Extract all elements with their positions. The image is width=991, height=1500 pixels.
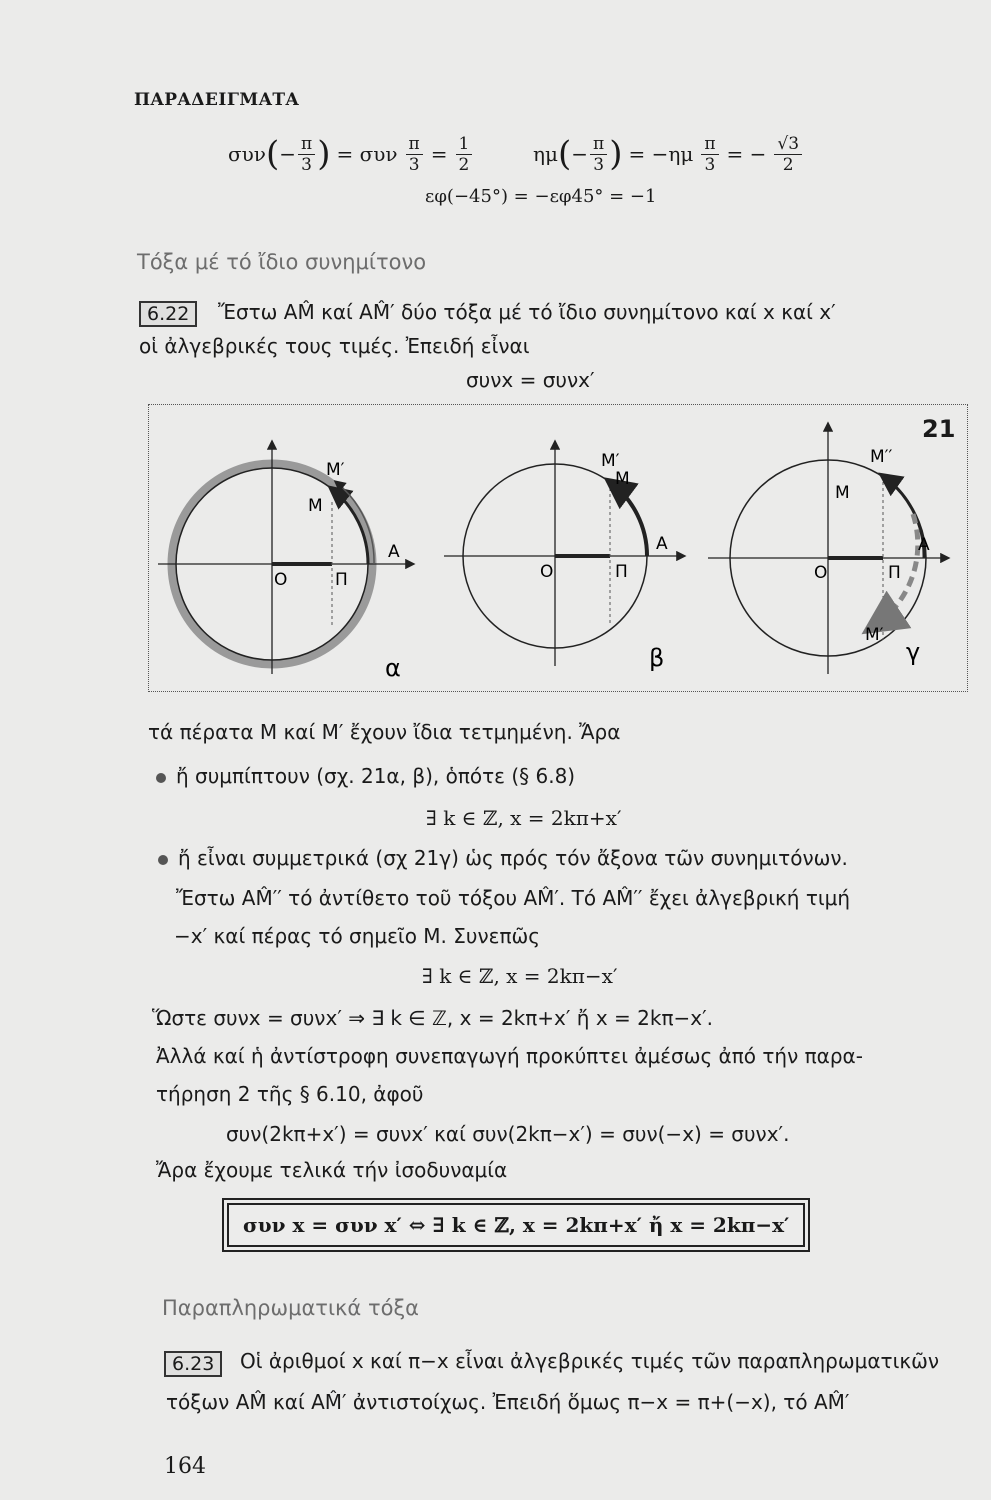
section-title: Παραπληρωματικά τόξα xyxy=(162,1296,419,1320)
label-O: O xyxy=(814,563,828,583)
tan-example: εφ(−45°) = −εφ45° = −1 xyxy=(425,186,657,207)
label-O: O xyxy=(274,570,288,590)
body-line: οἱ ἀλγεβρικές τους τιμές. Ἐπειδή εἶναι xyxy=(139,334,530,358)
bullet-text: ἤ εἶναι συμμετρικά (σχ 21γ) ὡς πρός τόν ἄξονα τῶν συνημιτόνων. xyxy=(178,846,848,870)
equals-sign: = − xyxy=(726,142,767,166)
sin-mid: = −ημ xyxy=(628,142,694,166)
sin-label: ημ xyxy=(533,142,558,166)
result-box-outer xyxy=(222,1198,810,1252)
label-P: Π xyxy=(888,563,901,583)
cos-label: συν xyxy=(228,142,266,166)
exercise-number: 6.22 xyxy=(139,301,197,327)
label-P: Π xyxy=(335,570,348,590)
label-M: M xyxy=(308,496,323,516)
body-line: τήρηση 2 τῆς § 6.10, ἀφοῦ xyxy=(156,1082,424,1106)
panel-gamma xyxy=(708,424,948,674)
paren-close: ) xyxy=(609,134,623,174)
paren-open: ( xyxy=(265,134,280,174)
panel-beta xyxy=(444,442,684,672)
fraction: $\frac{\pi}{3}$ xyxy=(590,134,607,175)
body-line: Ὥστε συνx = συνx′ ⇒ ∃ k ∈ ℤ, x = 2kπ+x′ ἤ x = 2kπ−x′. xyxy=(152,1006,713,1030)
equation: συν(2kπ+x′) = συνx′ καί συν(2kπ−x′) = συν(−x) = συνx′. xyxy=(226,1122,790,1146)
fraction: $\frac{√3}{2}$ xyxy=(774,134,802,175)
result-box: συν x = συν x′ ⇔ ∃ k ∈ ℤ, x = 2kπ+x′ ἤ x = 2kπ−x′ xyxy=(227,1203,805,1247)
trig-circle-figure xyxy=(148,404,966,690)
body-line: −x′ καί πέρας τό σημεῖο M. Συνεπῶς xyxy=(174,924,540,948)
fraction: $\frac{\pi}{3}$ xyxy=(406,134,423,175)
label-M: M xyxy=(835,483,850,503)
body-line: τά πέρατα M καί M′ ἔχουν ἴδια τετμημένη. Ἄρα xyxy=(148,720,621,744)
label-M-double-prime: M′′ xyxy=(870,447,893,467)
fraction: $\frac{\pi}{3}$ xyxy=(701,134,718,175)
equals-sign: = xyxy=(430,142,448,166)
bullet-item xyxy=(158,846,848,870)
panel-label-alpha: α xyxy=(385,654,401,682)
label-M: M xyxy=(615,469,630,489)
equation: συνx = συνx′ xyxy=(466,368,595,392)
minus-sign: − xyxy=(571,142,589,166)
label-M-prime: M′ xyxy=(865,625,884,645)
label-A: A xyxy=(656,534,668,554)
label-M-prime: M′ xyxy=(601,451,620,471)
minus-sign: − xyxy=(279,142,296,166)
label-P: Π xyxy=(615,562,628,582)
bullet-dot xyxy=(158,855,168,865)
panel-label-gamma: γ xyxy=(906,638,921,666)
sin-example xyxy=(533,128,804,180)
body-line: Ἔστω AM̂ καί AM̂′ δύο τόξα μέ τό ἴδιο συνημίτονο καί x καί x′ xyxy=(218,300,836,324)
panel-label-beta: β xyxy=(649,644,665,672)
paren-open: ( xyxy=(557,134,572,174)
section-title: Τόξα μέ τό ἴδιο συνημίτονο xyxy=(137,250,427,274)
panel-alpha xyxy=(158,442,413,682)
body-line: τόξων AM̂ καί AM̂′ ἀντιστοίχως. Ἐπειδή ὅμως π−x = π+(−x), τό AM̂′ xyxy=(166,1390,850,1414)
label-O: O xyxy=(540,562,554,582)
cos-example xyxy=(228,128,474,180)
equation: ∃ k ∈ ℤ, x = 2kπ+x′ xyxy=(426,806,622,830)
bullet-dot xyxy=(156,773,166,783)
body-line: Ἔστω AM̂′′ τό ἀντίθετο τοῦ τόξου AM̂′. Τό AM̂′′ ἔχει ἀλγεβρική τιμή xyxy=(176,886,851,910)
page-number: 164 xyxy=(164,1454,206,1479)
paren-close: ) xyxy=(317,134,331,174)
body-line: Οἱ ἀριθμοί x καί π−x εἶναι ἀλγεβρικές τιμές τῶν παραπληρωματικῶν xyxy=(240,1349,940,1373)
body-line: Ἀλλά καί ἡ ἀντίστροφη συνεπαγωγή προκύπτει ἀμέσως ἀπό τήν παρα- xyxy=(156,1044,863,1068)
arc-arrow xyxy=(610,482,647,556)
bullet-text: ἤ συμπίπτουν (σχ. 21α, β), ὁπότε (§ 6.8) xyxy=(176,764,576,788)
exercise-number: 6.23 xyxy=(164,1351,222,1377)
label-M-prime: M′ xyxy=(326,460,345,480)
body-line: Ἄρα ἔχουμε τελικά τήν ἰσοδυναμία xyxy=(156,1158,508,1182)
page-heading: ΠΑΡΑΔΕΙΓΜΑΤΑ xyxy=(134,90,300,110)
bullet-item xyxy=(156,764,575,788)
cos-mid: = συν xyxy=(336,142,398,166)
label-A: A xyxy=(918,535,930,555)
fraction: $\frac{\pi}{3}$ xyxy=(298,134,315,175)
label-A: A xyxy=(388,542,400,562)
figure-number: 21 xyxy=(922,415,956,443)
fraction: $\frac{1}{2}$ xyxy=(456,134,473,175)
equation: ∃ k ∈ ℤ, x = 2kπ−x′ xyxy=(422,964,618,988)
